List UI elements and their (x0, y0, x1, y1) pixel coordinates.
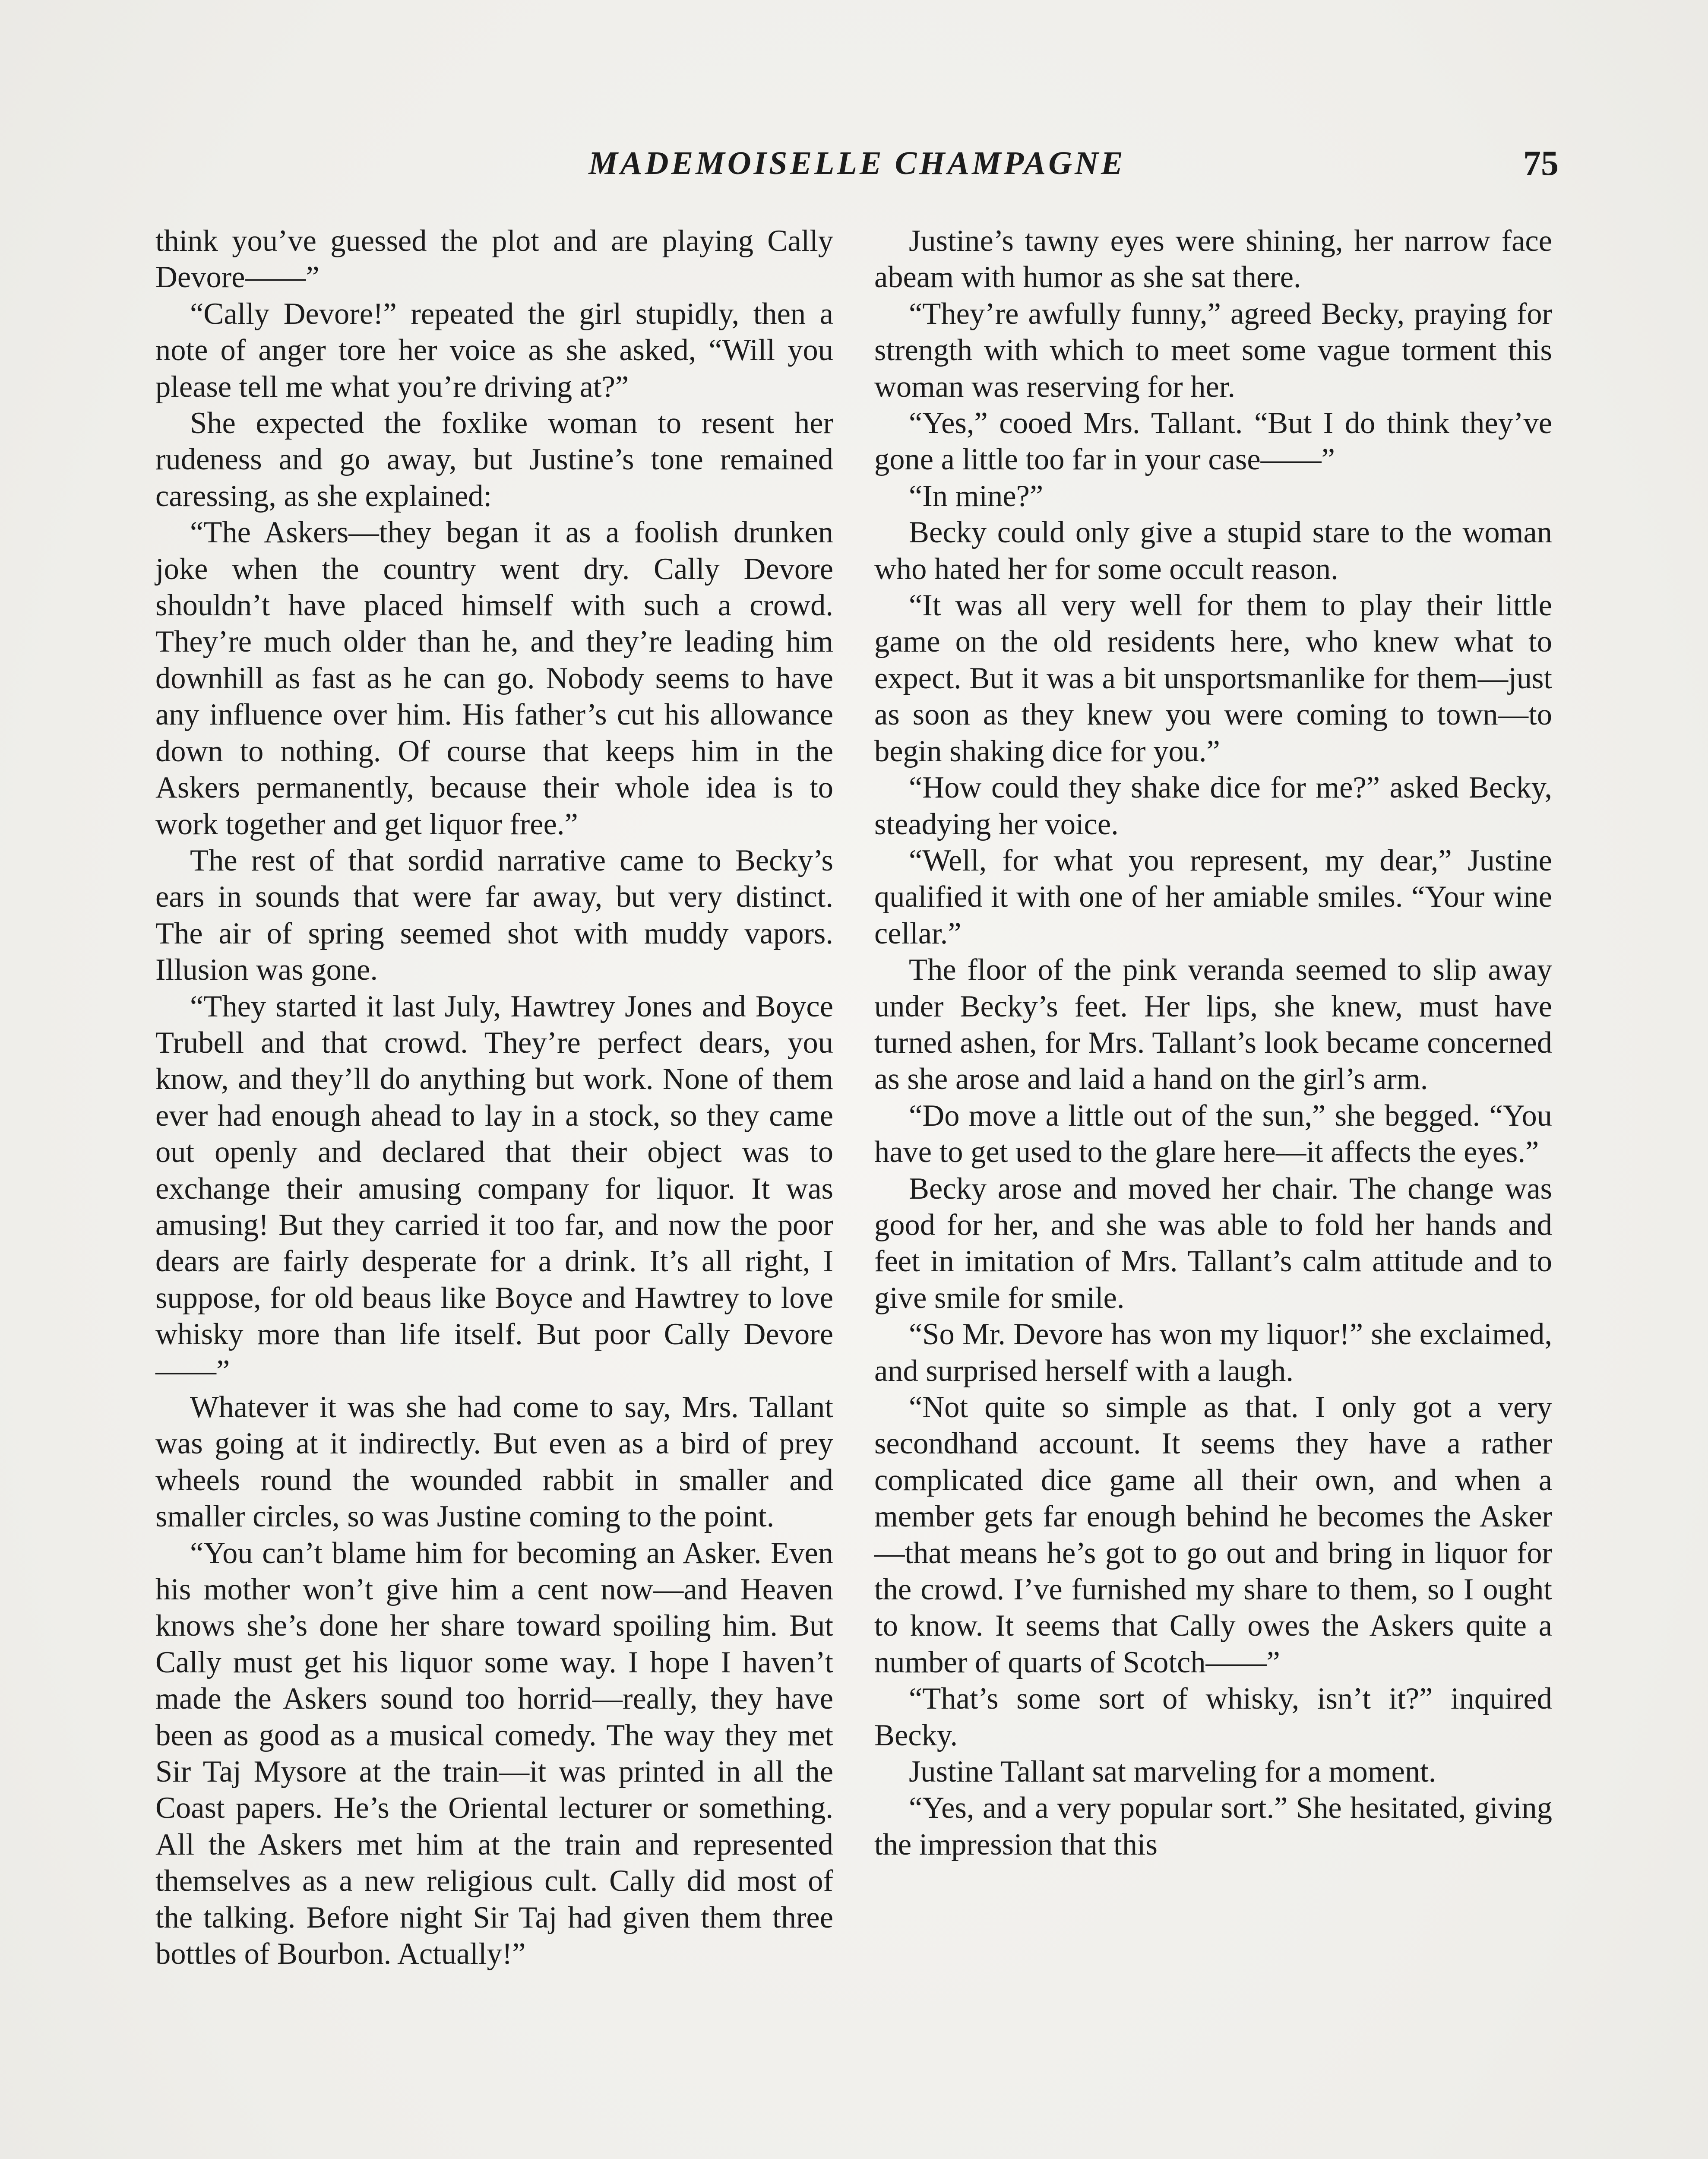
paragraph: “It was all very well for them to play their little game on the old residents here, who knew what to expect. But it was a bit unsportsmanlike for them—just as soon as they knew you were coming to town—to begin shaking dice for you.” (874, 589, 1552, 768)
paragraph: “In mine?” (909, 479, 1044, 513)
running-title: MADEMOISELLE CHAMPAGNE (588, 145, 1126, 181)
left-column (155, 223, 833, 1972)
paragraph: “Well, for what you represent, my dear,” Justine qualified it with one of her amiable smiles. “Your wine cellar.” (874, 843, 1552, 950)
paragraph: “So Mr. Devore has won my liquor!” she exclaimed, and surprised herself with a laugh. (874, 1317, 1552, 1388)
running-head (155, 137, 1559, 189)
paragraph: “They’re awfully funny,” agreed Becky, praying for strength with which to meet some vague torment this woman was reserving for her. (874, 297, 1552, 404)
paragraph: “How could they shake dice for me?” asked Becky, steadying her voice. (874, 771, 1552, 841)
paragraph: The rest of that sordid narrative came to Becky’s ears in sounds that were far away, but very distinct. The air of spring seemed shot with muddy vapors. Illusion was gone. (155, 843, 833, 987)
page-number: 75 (1523, 143, 1559, 183)
paragraph: She expected the foxlike woman to resent her rudeness and go away, but Justine’s tone remained caressing, as she explained: (155, 406, 833, 513)
paragraph: think you’ve guessed the plot and are playing Cally Devore——” (155, 224, 833, 294)
right-column (874, 223, 1552, 1863)
paragraph: Justine Tallant sat marveling for a moment. (909, 1755, 1436, 1789)
paragraph: Becky arose and moved her chair. The change was good for her, and she was able to fold her hands and feet in imitation of Mrs. Tallant’s calm attitude and to give smile for smile. (874, 1171, 1552, 1315)
paragraph: “That’s some sort of whisky, isn’t it?” inquired Becky. (874, 1682, 1552, 1752)
paragraph: “You can’t blame him for becoming an Asker. Even his mother won’t give him a cent now—and Heaven knows she’s done her share toward spoiling him. But Cally must get his liquor some way. I hope I haven’t made the Askers sound too horrid—really, they have been as good as a musical comedy. The way they met Sir Taj Mysore at the train—it was printed in all the Coast papers. He’s the Oriental lecturer or something. All the Askers met him at the train and represented themselves as a new religious cult. Cally did most of the talking. Before night Sir Taj had given them three bottles of Bourbon. Actually!” (155, 1536, 833, 1971)
paragraph: “Not quite so simple as that. I only got a very secondhand account. It seems they have a rather complicated dice game all their own, and when a member gets far enough behind he becomes the Asker—that means he’s got to go out and bring in liquor for the crowd. I’ve furnished my share to them, so I ought to know. It seems that Cally owes the Askers quite a number of quarts of Scotch——” (874, 1390, 1552, 1679)
paragraph: The floor of the pink veranda seemed to slip away under Becky’s feet. Her lips, she knew, must have turned ashen, for Mrs. Tallant’s look became concerned as she arose and laid a hand on the girl’s arm. (874, 953, 1552, 1096)
paragraph: “Yes,” cooed Mrs. Tallant. “But I do think they’ve gone a little too far in your case——” (874, 406, 1552, 477)
paragraph: “The Askers—they began it as a foolish drunken joke when the country went dry. Cally Devore shouldn’t have placed himself with such a crowd. They’re much older than he, and they’re leading him downhill as fast as he can go. Nobody seems to have any influence over him. His father’s cut his allowance down to nothing. Of course that keeps him in the Askers permanently, because their whole idea is to work together and get liquor free.” (155, 516, 833, 841)
paragraph: Whatever it was she had come to say, Mrs. Tallant was going at it indirectly. But even as a bird of prey wheels round the wounded rabbit in smaller and smaller circles, so was Justine coming to the point. (155, 1390, 833, 1534)
paragraph: “Yes, and a very popular sort.” She hesitated, giving the impression that this (874, 1791, 1552, 1861)
paragraph: “They started it last July, Hawtrey Jones and Boyce Trubell and that crowd. They’re perfect dears, you know, and they’ll do anything but work. None of them ever had enough ahead to lay in a stock, so they came out openly and declared that their object was to exchange their amusing company for liquor. It was amusing! But they carried it too far, and now the poor dears are fairly desperate for a drink. It’s all right, I suppose, for old beaus like Boyce and Hawtrey to love whisky more than life itself. But poor Cally Devore——” (155, 989, 833, 1388)
paragraph: Justine’s tawny eyes were shining, her narrow face abeam with humor as she sat there. (874, 224, 1552, 294)
paragraph: “Do move a little out of the sun,” she begged. “You have to get used to the glare here—it affects the eyes.” (874, 1098, 1552, 1169)
paragraph: Becky could only give a stupid stare to the woman who hated her for some occult reason. (874, 516, 1552, 586)
paragraph: “Cally Devore!” repeated the girl stupidly, then a note of anger tore her voice as she asked, “Will you please tell me what you’re driving at?” (155, 297, 833, 404)
